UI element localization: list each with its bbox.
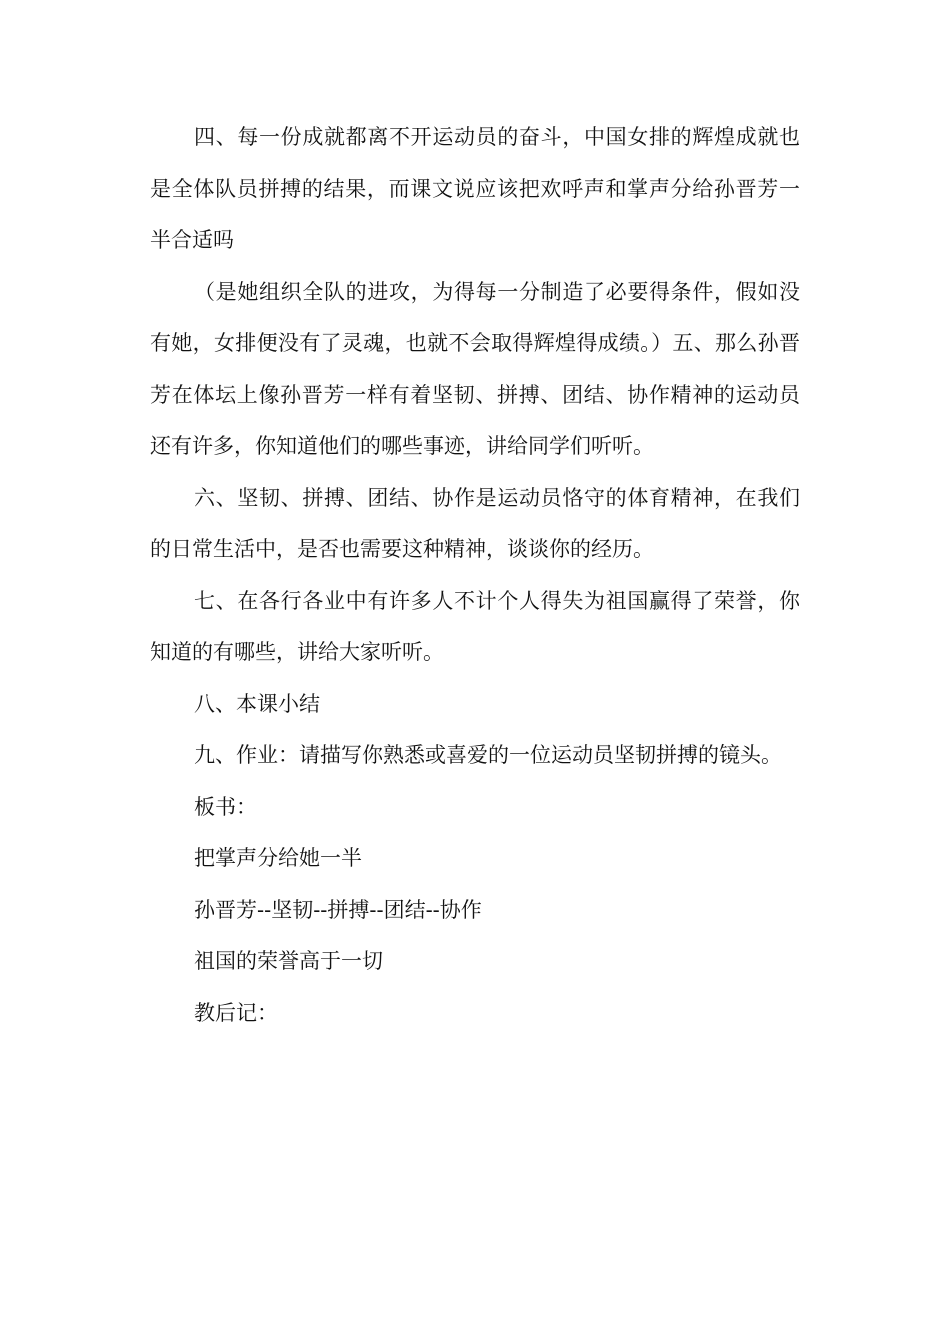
paragraph-answer-and-question-five: （是她组织全队的进攻，为得每一分制造了必要得条件，假如没有她，女排便没有了灵魂，也就不会取得辉煌得成绩。）五、那么孙晋芳在体坛上像孙晋芳一样有着坚韧、拼搏、团结、协作精神的运动员还有许多，你知道他们的哪些事迹，讲给同学们听听。 bbox=[150, 279, 800, 458]
board-line-spirit: 孙晋芳--坚韧--拼搏--团结--协作 bbox=[194, 897, 482, 922]
paragraph-question-four: 四、每一份成就都离不开运动员的奋斗，中国女排的辉煌成就也是全体队员拼搏的结果，而课文说应该把欢呼声和掌声分给孙晋芳一半合适吗 bbox=[150, 125, 800, 252]
paragraph-summary: 八、本课小结 bbox=[194, 691, 320, 716]
board-line-honor: 祖国的荣誉高于一切 bbox=[194, 949, 383, 973]
paragraph-question-seven: 七、在各行各业中有许多人不计个人得失为祖国赢得了荣誉，你知道的有哪些，讲给大家听听。 bbox=[150, 588, 800, 664]
afterword-label: 教后记： bbox=[194, 1000, 278, 1025]
board-line-applause: 把掌声分给她一半 bbox=[194, 846, 362, 870]
board-heading: 板书： bbox=[194, 794, 257, 819]
paragraph-homework: 九、作业：请描写你熟悉或喜爱的一位运动员坚韧拼搏的镜头。 bbox=[194, 743, 782, 767]
paragraph-question-six: 六、坚韧、拼搏、团结、协作是运动员恪守的体育精神，在我们的日常生活中，是否也需要这种精神，谈谈你的经历。 bbox=[150, 485, 800, 561]
document-body bbox=[150, 112, 800, 1039]
